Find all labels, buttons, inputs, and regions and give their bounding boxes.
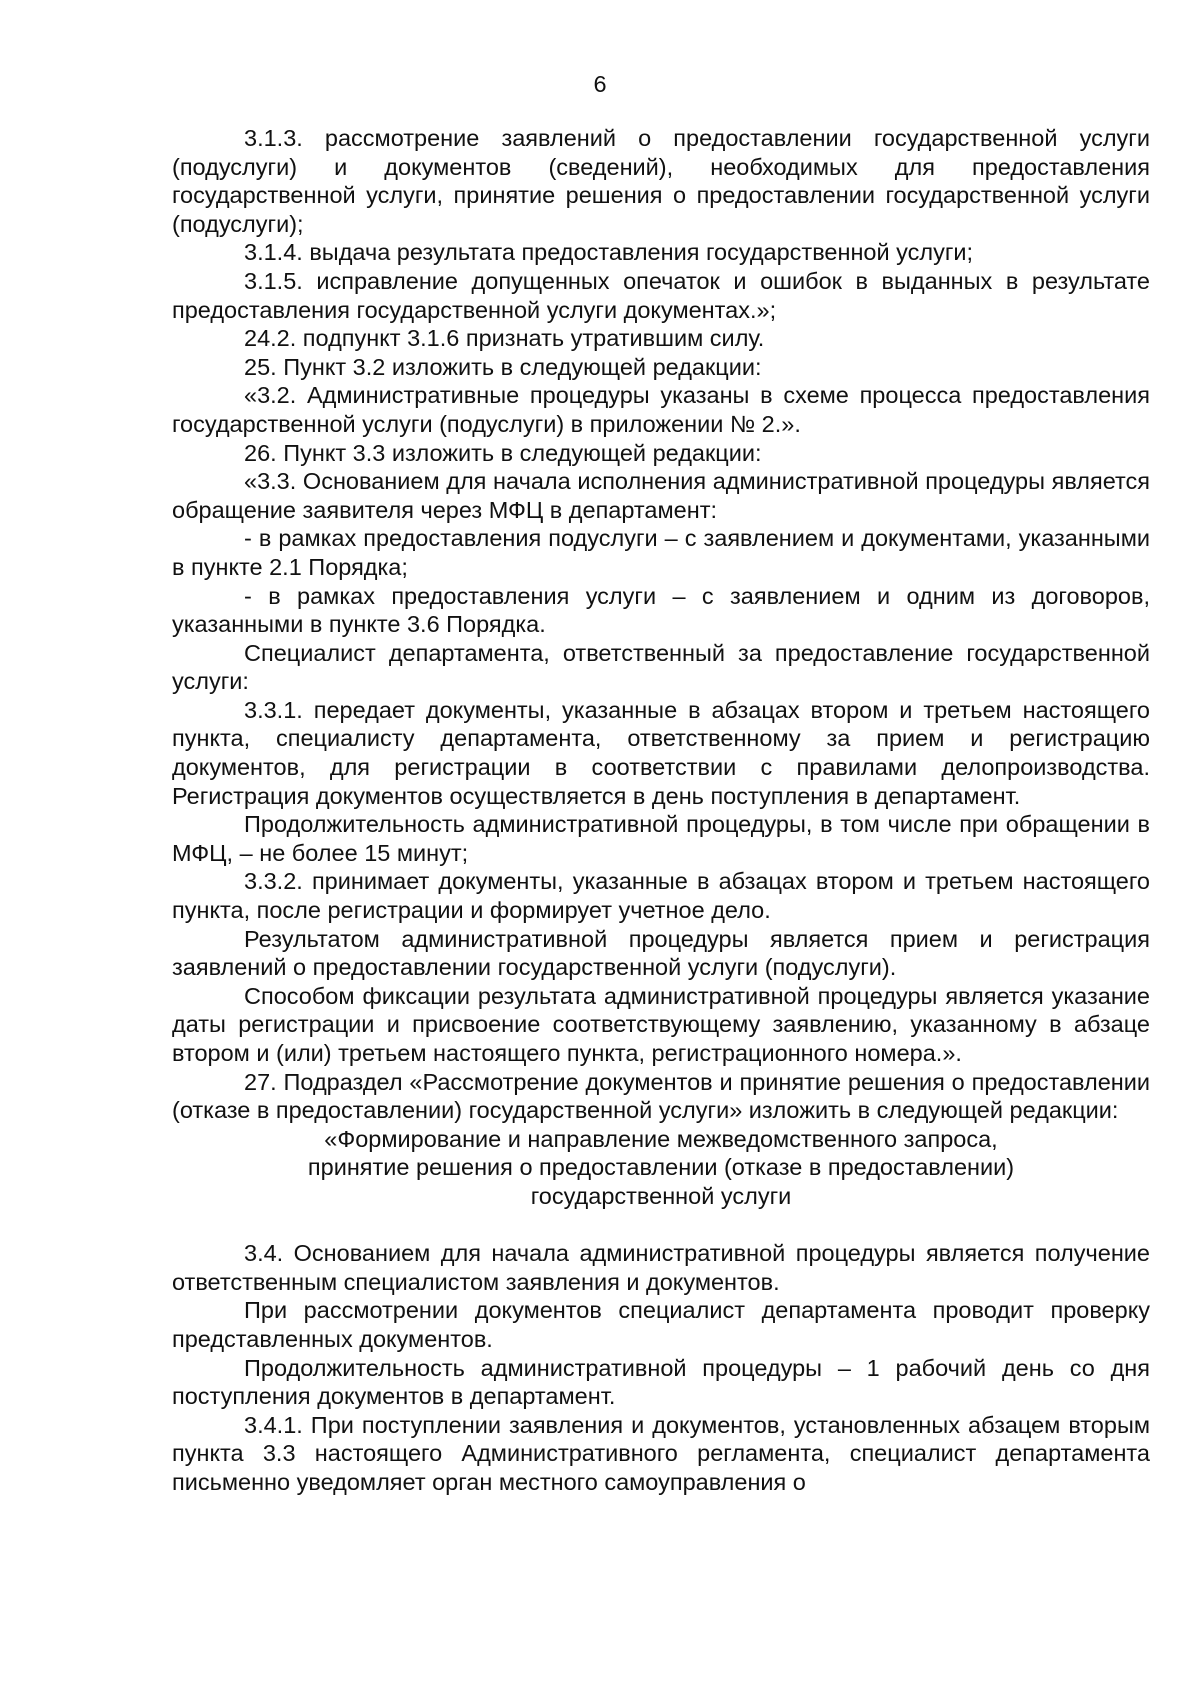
heading-line: принятие решения о предоставлении (отказе в предоставлении) (307, 1154, 1015, 1181)
blank-line (172, 1211, 1150, 1240)
paragraph: 25. Пункт 3.2 изложить в следующей редакции: (244, 353, 762, 380)
paragraph: - в рамках предоставления подуслуги – с заявлением и документами, указанными в пункте 2.1 Порядка; (172, 525, 1150, 580)
heading-line: «Формирование и направление межведомственного запроса, (324, 1125, 998, 1152)
paragraph: 24.2. подпункт 3.1.6 признать утратившим силу. (244, 325, 765, 352)
paragraph: 3.4.1. При поступлении заявления и документов, установленных абзацем вторым пункта 3.3 настоящего Административного регламента, специалист департамента письменно уведомляет орган местного самоуправления о (172, 1411, 1150, 1495)
paragraph: - в рамках предоставления услуги – с заявлением и одним из договоров, указанными в пункте 3.6 Порядка. (172, 582, 1150, 638)
paragraph: 26. Пункт 3.3 изложить в следующей редакции: (244, 439, 762, 466)
paragraph: 3.4. Основанием для начала административной процедуры является получение ответственным специалистом заявления и документов. (172, 1240, 1150, 1295)
paragraph: При рассмотрении документов специалист департамента проводит проверку представленных документов. (172, 1297, 1150, 1352)
paragraph: 3.1.5. исправление допущенных опечаток и ошибок в выданных в результате предоставления государственной услуги документах.»; (172, 267, 1150, 323)
paragraph: 3.3.2. принимает документы, указанные в абзацах втором и третьем настоящего пункта, после регистрации и формирует учетное дело. (172, 868, 1150, 924)
heading-line: государственной услуги (530, 1182, 792, 1209)
body-part-1 (172, 124, 1150, 1125)
document-body (172, 124, 1150, 1497)
paragraph: 3.1.3. рассмотрение заявлений о предоставлении государственной услуги (подуслуги) и документов (сведений), необходимых для предоставления государственной услуги, принятие решения о предоставлении государственной услуги (подуслуги); (172, 125, 1150, 237)
paragraph: 3.3.1. передает документы, указанные в абзацах втором и третьем настоящего пункта, специалисту департамента, ответственному за прием и регистрацию документов, для регистрации в соответствии с правилами делопроизводства. Регистрация документов осуществляется в день поступления в департамент. (172, 696, 1150, 809)
paragraph: Продолжительность административной процедуры, в том числе при обращении в МФЦ, – не более 15 минут; (172, 811, 1150, 866)
paragraph: Способом фиксации результата административной процедуры является указание даты регистрации и присвоение соответствующему заявлению, указанному в абзаце втором и (или) третьем настоящего пункта, регистрационного номера.». (172, 982, 1150, 1066)
paragraph: 27. Подраздел «Рассмотрение документов и принятие решения о предоставлении (отказе в предоставлении) государственной услуги» изложить в следующей редакции: (172, 1068, 1150, 1124)
section-heading (172, 1125, 1150, 1211)
paragraph: Специалист департамента, ответственный за предоставление государственной услуги: (172, 639, 1150, 695)
paragraph: 3.1.4. выдача результата предоставления государственной услуги; (244, 239, 974, 266)
paragraph: «3.2. Административные процедуры указаны в схеме процесса предоставления государственной услуги (подуслуги) в приложении № 2.». (172, 382, 1150, 437)
page-number: 6 (593, 71, 607, 97)
paragraph: Результатом административной процедуры является прием и регистрация заявлений о предоставлении государственной услуги (подуслуги). (172, 925, 1150, 981)
paragraph: «3.3. Основанием для начала исполнения административной процедуры является обращение заявителя через МФЦ в департамент: (172, 468, 1150, 523)
paragraph: Продолжительность административной процедуры – 1 рабочий день со дня поступления документов в департамент. (172, 1354, 1150, 1410)
body-part-2 (172, 1239, 1150, 1496)
